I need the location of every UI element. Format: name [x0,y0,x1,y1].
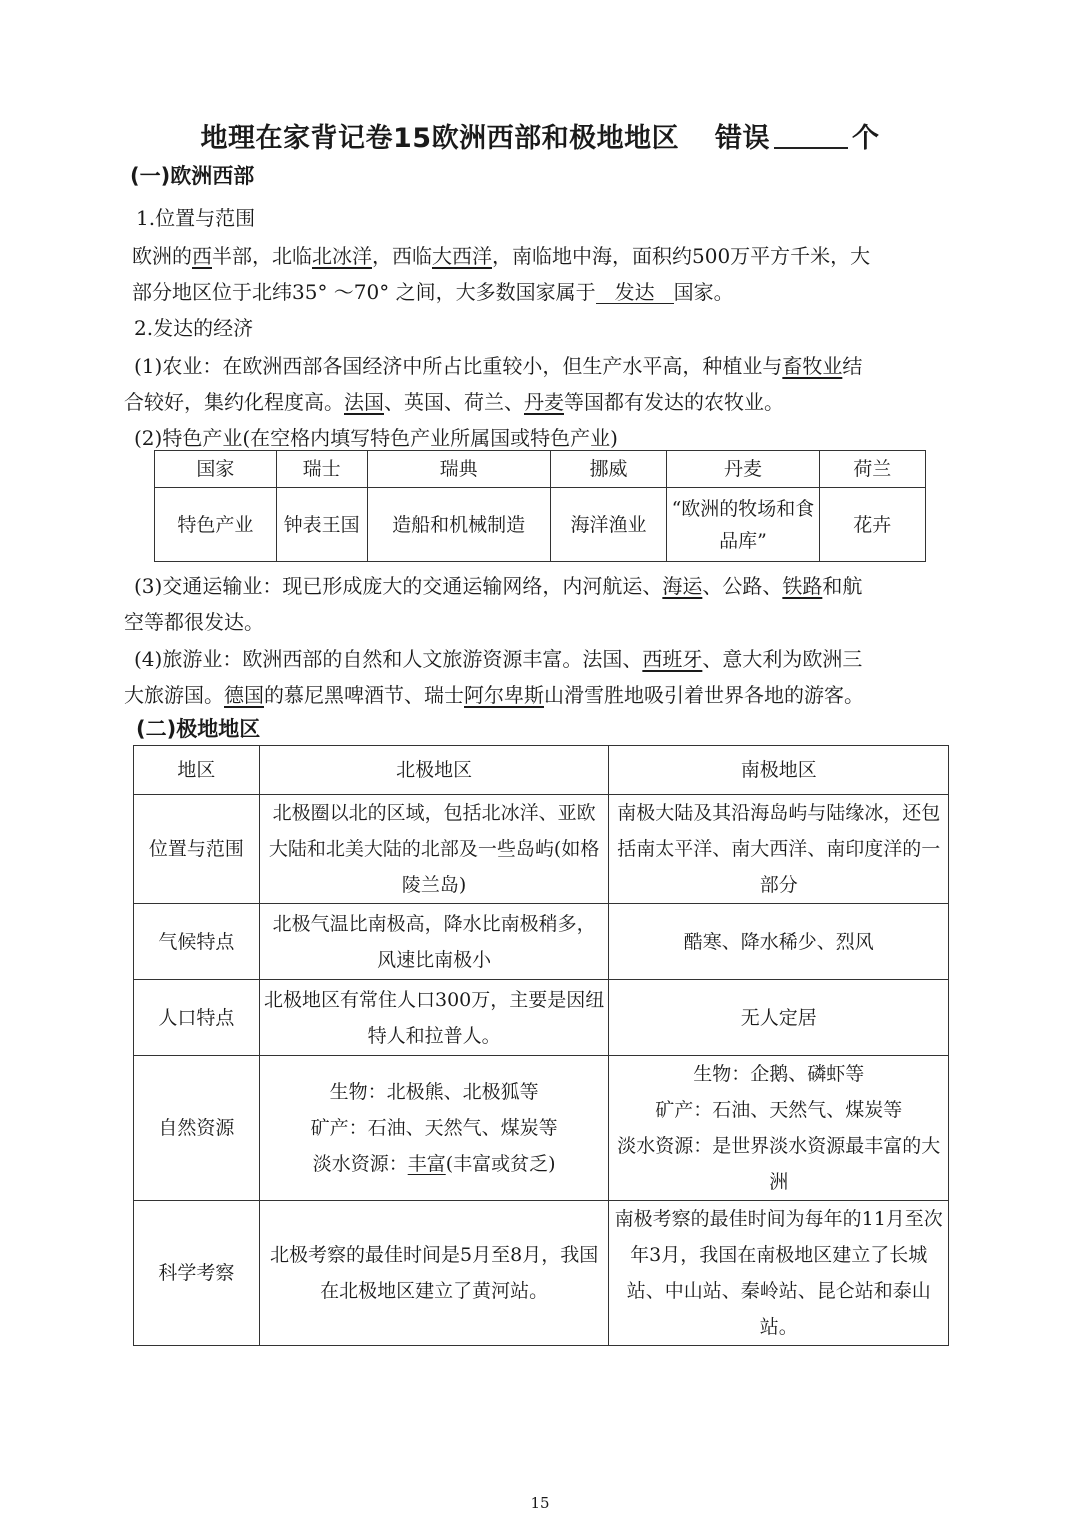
subheading-economy: 2.发达的经济 [134,316,254,340]
section-heading-polar: (二)极地地区 [136,717,261,741]
table-cell: 北极地区有常住人口300万，主要是因纽特人和拉普人。 [259,980,609,1056]
table-header: 瑞士 [276,451,367,488]
table-header: 国家 [155,451,277,488]
table-cell: 无人定居 [609,980,949,1056]
table-cell: 钟表王国 [276,488,367,562]
answer-abundant: 丰富 [407,1153,446,1175]
table-header: 瑞典 [367,451,550,488]
paragraph-transport-1: (3)交通运输业：现已形成庞大的交通运输网络，内河航运、海运、公路、铁路和航 [134,574,863,598]
table-header: 荷兰 [819,451,925,488]
table-header: 地区 [134,746,260,795]
table-cell: 海洋渔业 [550,488,667,562]
answer-france: 法国 [344,390,384,414]
paragraph-tourism-1: (4)旅游业：欧洲西部的自然和人文旅游资源丰富。法国、西班牙、意大利为欧洲三 [134,647,863,671]
subheading-location: 1.位置与范围 [136,206,256,230]
table-cell: 北极气温比南极高，降水比南极稍多，风速比南极小 [259,904,609,980]
answer-west: 西 [192,244,212,268]
answer-denmark: 丹麦 [524,390,564,414]
table-row-label: 自然资源 [134,1056,260,1201]
table-header: 南极地区 [609,746,949,795]
table-cell: 特色产业 [155,488,277,562]
answer-germany: 德国 [224,683,264,707]
table-cell: 生物：北极熊、北极狐等 矿产：石油、天然气、煤炭等 淡水资源：丰富(丰富或贫乏) [259,1056,609,1201]
paragraph-tourism-2: 大旅游国。德国的慕尼黑啤酒节、瑞士阿尔卑斯山滑雪胜地吸引着世界各地的游客。 [124,683,864,707]
answer-arctic-ocean: 北冰洋 [312,244,372,268]
industry-table [154,450,926,562]
table-cell: 酷寒、降水稀少、烈风 [609,904,949,980]
table-row-label: 人口特点 [134,980,260,1056]
table-cell: 北极考察的最佳时间是5月至8月，我国在北极地区建立了黄河站。 [259,1201,609,1346]
page-title: 地理在家背记卷15欧洲西部和极地地区 错误 个 [200,123,880,154]
paragraph-agriculture-1: (1)农业：在欧洲西部各国经济中所占比重较小，但生产水平高，种植业与畜牧业结 [134,354,863,378]
paragraph-transport-2: 空等都很发达。 [124,610,264,634]
table-cell: “欧洲的牧场和食品库” [667,488,819,562]
table-cell: 南极大陆及其沿海岛屿与陆缘冰，还包括南太平洋、南大西洋、南印度洋的一部分 [609,795,949,904]
answer-developed: 发达 [596,281,674,304]
paragraph-location-1: 欧洲的西半部，北临北冰洋，西临大西洋，南临地中海，面积约500万平方千米，大 [132,244,871,268]
table-cell: 花卉 [819,488,925,562]
answer-animal-husbandry: 畜牧业 [782,354,843,378]
answer-railway: 铁路 [782,574,823,598]
answer-alps: 阿尔卑斯 [464,683,544,707]
table-header: 北极地区 [259,746,609,795]
table-header: 挪威 [550,451,667,488]
answer-atlantic-ocean: 大西洋 [432,244,492,268]
table-cell: 南极考察的最佳时间为每年的11月至次年3月，我国在南极地区建立了长城站、中山站、秦岭站、昆仑站和泰山站。 [609,1201,949,1346]
table-row-label: 气候特点 [134,904,260,980]
paragraph-agriculture-2: 合较好，集约化程度高。法国、英国、荷兰、丹麦等国都有发达的农牧业。 [124,390,784,414]
table-cell: 生物：企鹅、磷虾等 矿产：石油、天然气、煤炭等 淡水资源：是世界淡水资源最丰富的大洲 [609,1056,949,1201]
polar-table [133,745,949,1346]
answer-spain: 西班牙 [642,647,703,671]
section-heading-europe: (一)欧洲西部 [130,164,255,188]
error-count-blank[interactable] [774,123,848,149]
table-header: 丹麦 [667,451,819,488]
answer-sea-transport: 海运 [662,574,703,598]
table-row-label: 位置与范围 [134,795,260,904]
paragraph-location-2: 部分地区位于北纬35° ～70° 之间，大多数国家属于 发达 国家。 [132,280,734,304]
table-cell: 造船和机械制造 [367,488,550,562]
table-cell: 北极圈以北的区域，包括北冰洋、亚欧大陆和北美大陆的北部及一些岛屿(如格陵兰岛) [259,795,609,904]
page-number: 15 [530,1494,550,1512]
table-row-label: 科学考察 [134,1201,260,1346]
industry-heading: (2)特色产业(在空格内填写特色产业所属国或特色产业) [134,426,618,450]
